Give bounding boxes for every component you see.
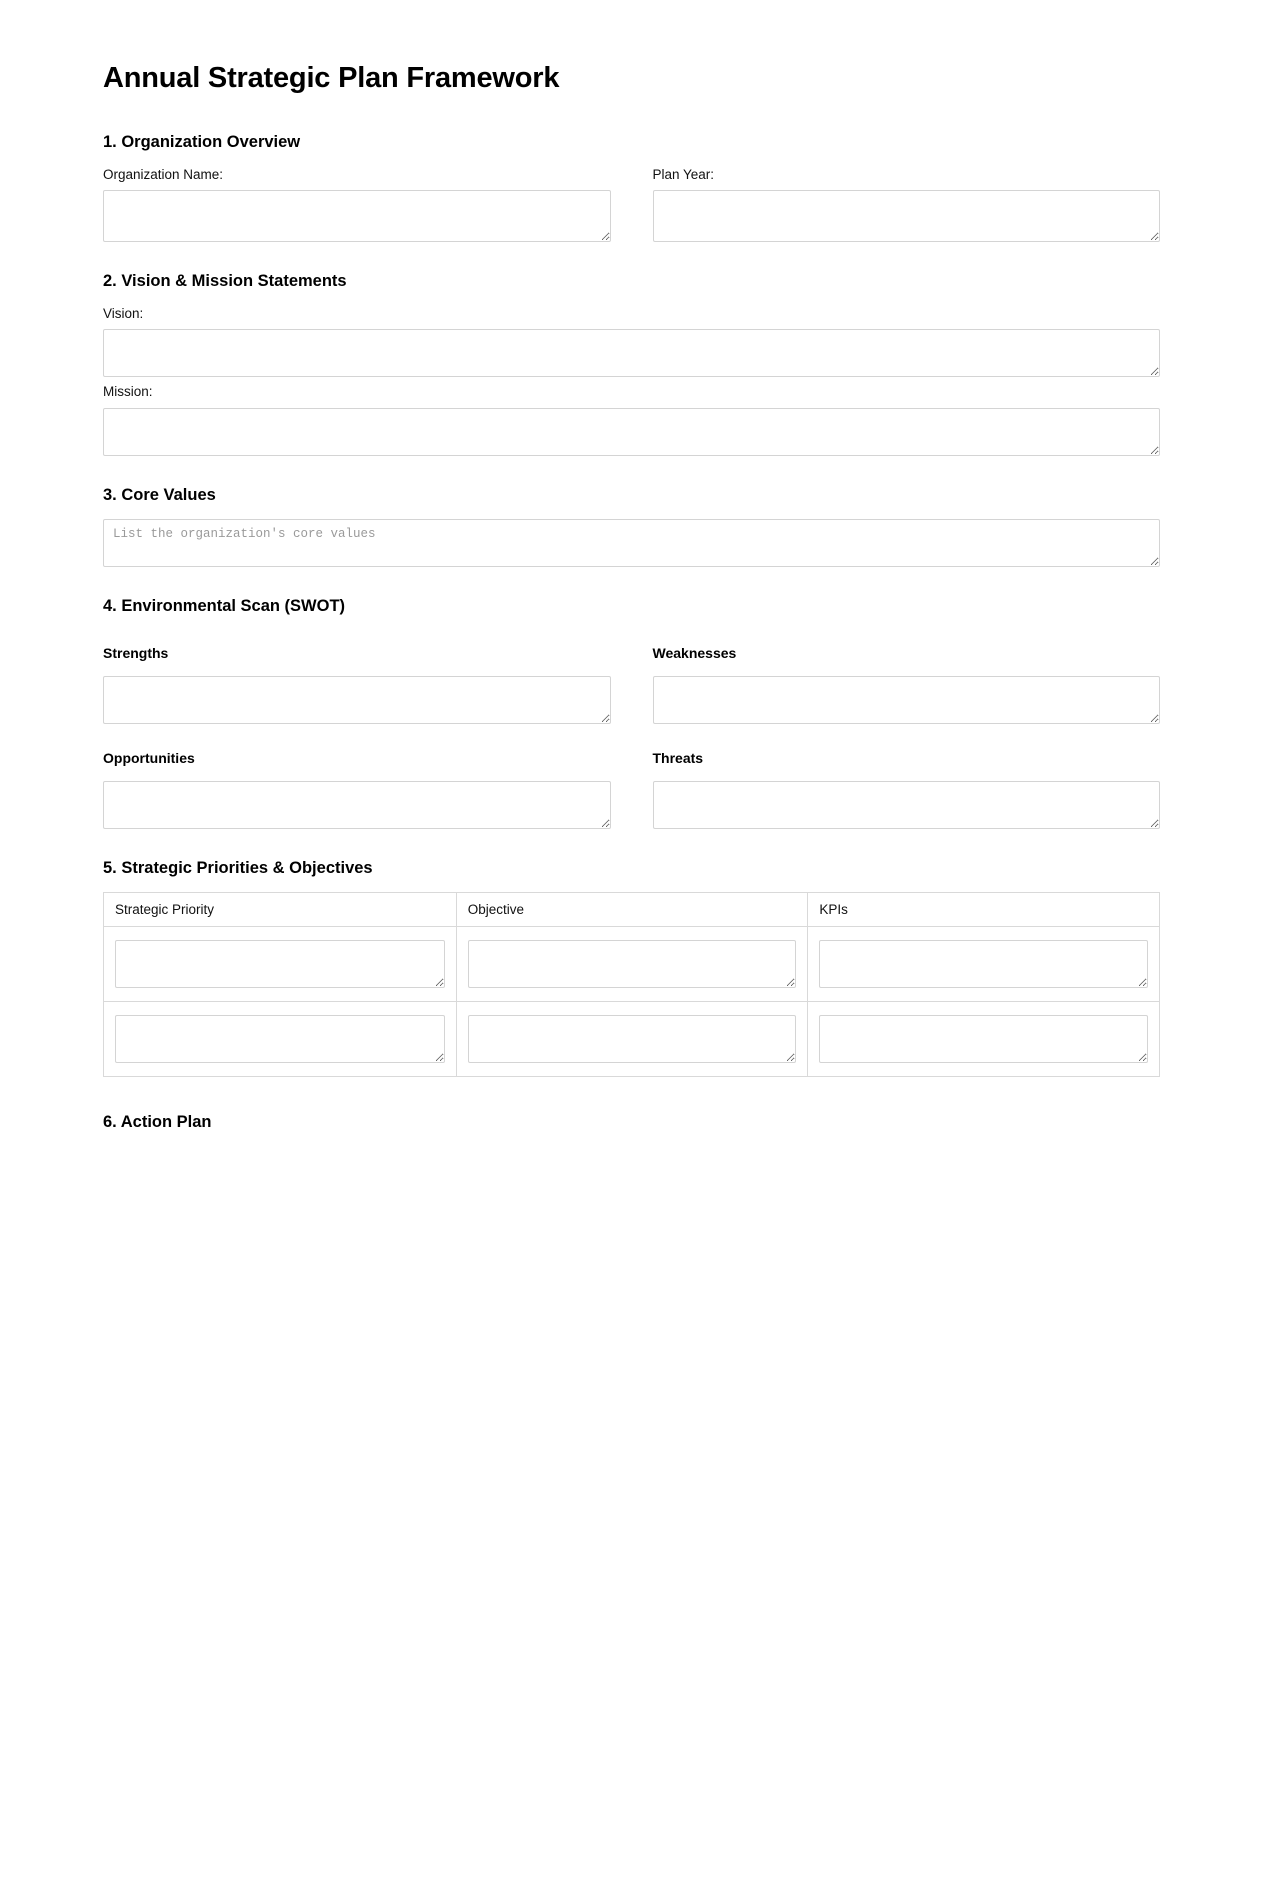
swot-weaknesses-input[interactable]: [653, 676, 1161, 724]
section-heading-core-values: 3. Core Values: [103, 485, 216, 504]
swot-label-threats: Threats: [652, 749, 704, 766]
swot-quadrant-threats: [653, 750, 1161, 829]
core-values-input[interactable]: [103, 519, 1160, 567]
field-group-vision: [103, 306, 1160, 377]
swot-strengths-input[interactable]: [103, 676, 611, 724]
swot-row-bottom: [103, 750, 1160, 829]
objective-input-row1[interactable]: [468, 940, 797, 988]
section-action-plan: [103, 1113, 1160, 1133]
field-group-organization-name: [103, 167, 611, 242]
organization-overview-fields-row: [103, 167, 1160, 242]
cell-kpis: [808, 1002, 1160, 1077]
objective-input-row2[interactable]: [468, 1015, 797, 1063]
section-heading-swot: 4. Environmental Scan (SWOT): [103, 597, 346, 616]
table-row: [104, 1002, 1160, 1077]
label-organization-name: Organization Name:: [103, 167, 224, 183]
mission-input[interactable]: [103, 408, 1160, 456]
cell-kpis: [808, 927, 1160, 1002]
swot-quadrant-opportunities: [103, 750, 611, 829]
section-heading-action-plan: 6. Action Plan: [103, 1113, 212, 1132]
label-plan-year: Plan Year:: [652, 167, 715, 183]
column-header-objective: Objective: [456, 893, 808, 927]
swot-quadrant-weaknesses: [653, 645, 1161, 724]
page-title: Annual Strategic Plan Framework: [103, 62, 560, 94]
field-group-plan-year: [653, 167, 1161, 242]
label-vision: Vision:: [103, 306, 144, 322]
swot-opportunities-input[interactable]: [103, 781, 611, 829]
organization-name-input[interactable]: [103, 190, 611, 242]
swot-label-opportunities: Opportunities: [103, 749, 195, 766]
swot-label-weaknesses: Weaknesses: [652, 645, 737, 662]
section-heading-vision-mission: 2. Vision & Mission Statements: [103, 272, 347, 291]
section-strategic-priorities: [103, 859, 1160, 1078]
column-header-strategic-priority: Strategic Priority: [104, 893, 457, 927]
section-vision-mission: [103, 272, 1160, 455]
table-header-row: [104, 893, 1160, 927]
swot-threats-input[interactable]: [653, 781, 1161, 829]
swot-label-strengths: Strengths: [103, 645, 169, 662]
label-mission: Mission:: [103, 384, 153, 400]
strategic-priorities-table: [103, 892, 1160, 1077]
section-heading-strategic-priorities: 5. Strategic Priorities & Objectives: [103, 858, 373, 877]
table-row: [104, 927, 1160, 1002]
vision-input[interactable]: [103, 329, 1160, 377]
priority-input-row2[interactable]: [115, 1015, 445, 1063]
priority-input-row1[interactable]: [115, 940, 445, 988]
cell-strategic-priority: [104, 927, 457, 1002]
cell-objective: [456, 927, 808, 1002]
section-heading-organization-overview: 1. Organization Overview: [103, 133, 301, 152]
cell-objective: [456, 1002, 808, 1077]
section-swot: [103, 597, 1160, 828]
section-core-values: [103, 486, 1160, 568]
field-group-mission: [103, 384, 1160, 455]
swot-grid: [103, 645, 1160, 829]
kpis-input-row2[interactable]: [819, 1015, 1148, 1063]
plan-year-input[interactable]: [653, 190, 1161, 242]
kpis-input-row1[interactable]: [819, 940, 1148, 988]
cell-strategic-priority: [104, 1002, 457, 1077]
swot-quadrant-strengths: [103, 645, 611, 724]
swot-row-top: [103, 645, 1160, 724]
column-header-kpis: KPIs: [808, 893, 1160, 927]
section-organization-overview: [103, 133, 1160, 242]
